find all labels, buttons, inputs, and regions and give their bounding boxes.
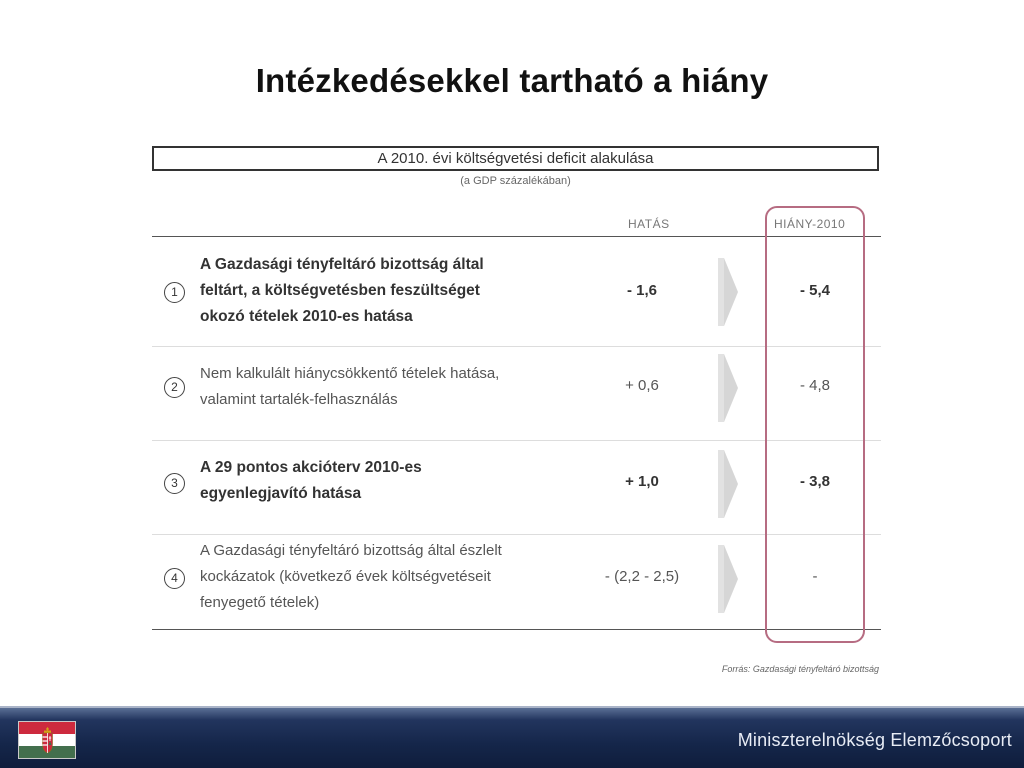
table-subcaption: (a GDP százalékában): [460, 175, 571, 187]
row-hatas-value: - 1,6: [626, 282, 657, 299]
chevron-right-icon: [724, 545, 738, 613]
row-description-line: valamint tartalék-felhasználás: [200, 391, 398, 408]
source-note: Forrás: Gazdasági tényfeltáró bizottság: [721, 664, 879, 674]
row-hiany-value: -: [812, 568, 818, 585]
row-hiany-value: - 4,8: [799, 377, 830, 394]
row-number-badge: 4: [164, 568, 185, 589]
footer-bar: [0, 706, 1024, 768]
footer-org-name: Miniszterelnökség Elemzőcsoport: [737, 730, 1012, 750]
chevron-right-icon: [724, 450, 738, 518]
row-description: [200, 361, 560, 413]
table-caption: A 2010. évi költségvetési deficit alakulása: [152, 146, 879, 171]
row-description: [200, 538, 560, 616]
row-description-line: Nem kalkulált hiánycsökkentő tételek hatása,: [200, 365, 500, 382]
row-description: [200, 455, 560, 507]
column-header-hatas: HATÁS: [628, 217, 670, 231]
slide-title: Intézkedésekkel tartható a hiány: [255, 62, 769, 99]
row-number-badge: 1: [164, 282, 185, 303]
column-header-hiany: HIÁNY-2010: [774, 217, 846, 231]
row-hiany-value: - 3,8: [799, 473, 830, 490]
row-hatas-value: - (2,2 - 2,5): [604, 568, 680, 585]
coat-of-arms-icon: [41, 727, 54, 754]
hiany-highlight-frame: [765, 206, 865, 643]
row-description: [200, 252, 560, 330]
chevron-right-icon: [724, 258, 738, 326]
chevron-right-icon: [724, 354, 738, 422]
row-hatas-value: + 1,0: [625, 473, 659, 490]
row-number-badge: 3: [164, 473, 185, 494]
row-description-line: feltárt, a költségvetésben feszültséget: [200, 282, 480, 299]
row-hatas-value: + 0,6: [625, 377, 659, 394]
row-description-line: A Gazdasági tényfeltáró bizottság által észlelt: [200, 542, 502, 559]
hungarian-flag-icon: [18, 721, 76, 759]
row-hiany-value: - 5,4: [799, 282, 830, 299]
row-number-badge: 2: [164, 377, 185, 398]
row-description-line: A 29 pontos akcióterv 2010-es: [200, 459, 422, 476]
row-description-line: okozó tételek 2010-es hatása: [200, 308, 413, 325]
row-description-line: kockázatok (következő évek költségvetéseit: [200, 568, 491, 585]
row-description-line: fenyegető tételek): [200, 594, 320, 611]
row-description-line: egyenlegjavító hatása: [200, 485, 362, 502]
row-description-line: A Gazdasági tényfeltáró bizottság által: [200, 256, 484, 273]
